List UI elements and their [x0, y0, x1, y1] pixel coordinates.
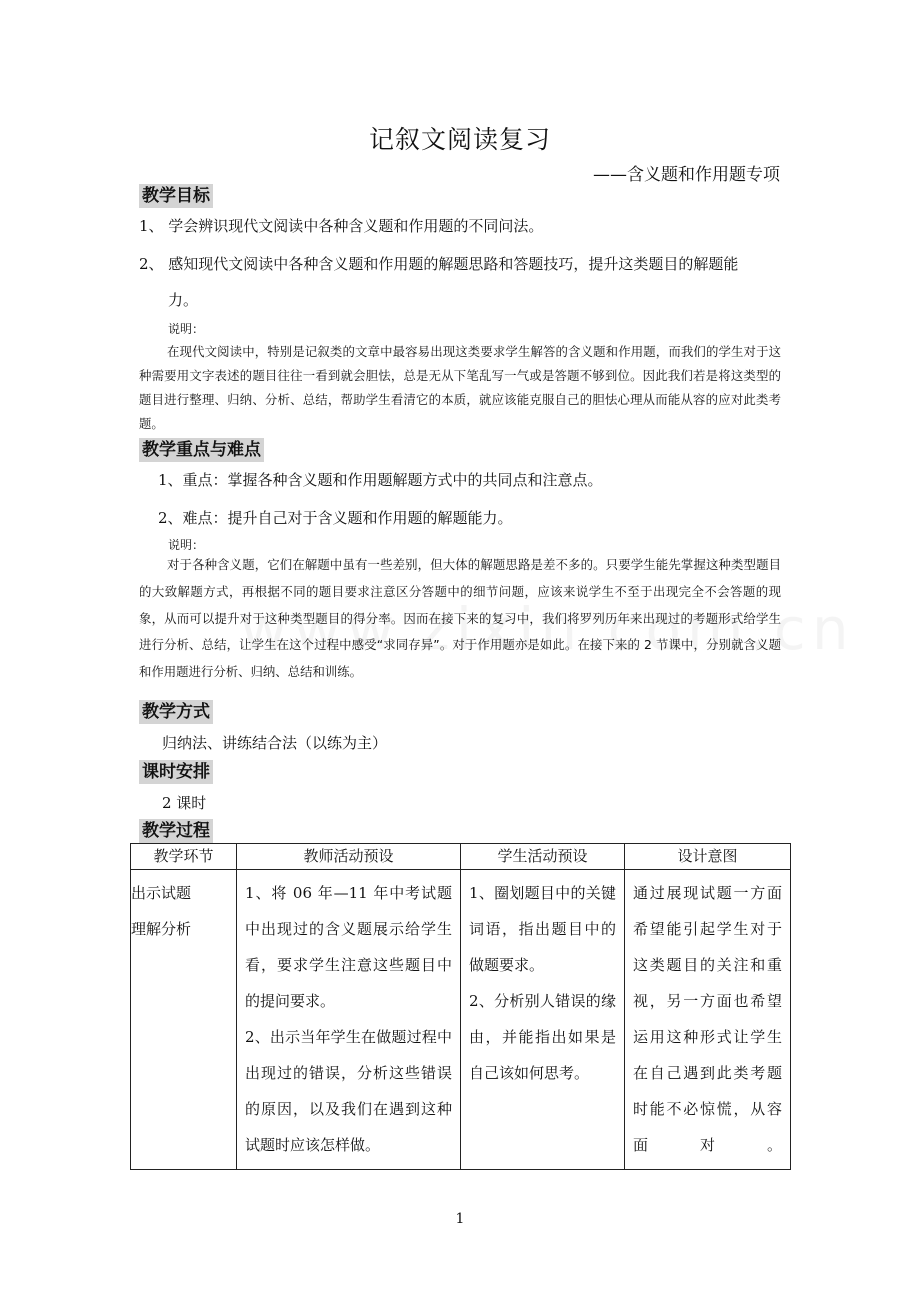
column-header-student: 学生活动预设: [461, 844, 625, 870]
column-header-stage: 教学环节: [131, 844, 237, 870]
column-header-teacher: 教师活动预设: [237, 844, 461, 870]
goal-item-2-cont: 力。: [168, 291, 199, 309]
cell-stage: [131, 870, 237, 1170]
focus-note-label: 说明：: [168, 538, 205, 552]
focus-note-text: 对于各种含义题，它们在解题中虽有一些差别，但大体的解题思路是差不多的。只要学生能先掌握这种类型题目的大致解题方式，再根据不同的题目要求注意区分答题中的细节问题，应该来说学生不至于出现完全不会答题的现象，从而可以提升对于这种类型题目的得分率。因而在接下来的复习中，我们将罗列历年来出现过的考题形式给学生进行分析、总结，让学生在这个过程中感受“求同存异”。对于作用题亦是如此。在接下来的 2 节课中，分别就含义题和作用题进行分析、归纳、总结和训练。: [139, 557, 781, 680]
heading-process: 教学过程: [139, 819, 213, 843]
schedule-text: 2 课时: [162, 794, 207, 812]
teacher-activity-1: 1、将 06 年—11 年中考试题中出现过的含义题展示给学生看，要求学生注意这些题目中的提问要求。: [245, 884, 452, 1010]
table-row: [131, 870, 791, 1170]
cell-student: [461, 870, 625, 1170]
heading-method: 教学方式: [139, 700, 213, 724]
design-intent: 通过展现试题一方面希望能引起学生对于这类题目的关注和重视，另一方面也希望运用这种形式让学生在自己遇到此类考题时能不必惊慌，从容面对。: [633, 884, 782, 1154]
stage-line-1: 出示试题: [131, 884, 192, 902]
cell-teacher: [237, 870, 461, 1170]
cell-intent: [625, 870, 791, 1170]
goals-note-text: 在现代文阅读中，特别是记叙类的文章中最容易出现这类要求学生解答的含义题和作用题，而我们的学生对于这种需要用文字表述的题目往往一看到就会胆怯，总是无从下笔乱写一气或是答题不够到位。因此我们若是将这类型的题目进行整理、归纳、分析、总结，帮助学生看清它的本质，就应该能克服自己的胆怯心理从而能从容的应对此类考题。: [139, 344, 781, 431]
document-title: 记叙文阅读复习: [368, 125, 551, 154]
process-table: [130, 843, 791, 1170]
student-activity-1: 1、圈划题目中的关键词语，指出题目中的做题要求。: [469, 884, 616, 974]
stage-line-2: 理解分析: [131, 920, 192, 938]
method-text: 归纳法、讲练结合法（以练为主）: [162, 734, 388, 752]
goal-item-1: 1、 学会辨识现代文阅读中各种含义题和作用题的不同问法。: [139, 217, 544, 235]
teacher-activity-2: 2、出示当年学生在做题过程中出现过的错误，分析这些错误的原因，以及我们在遇到这种试题时应该怎样做。: [245, 1028, 452, 1154]
table-header-row: [131, 844, 791, 870]
focus-item-1: 1、重点：掌握各种含义题和作用题解题方式中的共同点和注意点。: [158, 471, 603, 489]
focus-item-2: 2、难点：提升自己对于含义题和作用题的解题能力。: [158, 509, 513, 527]
student-activity-2: 2、分析别人错误的缘由，并能指出如果是自己该如何思考。: [469, 992, 616, 1082]
heading-schedule: 课时安排: [139, 760, 213, 784]
goal-item-2: 2、 感知现代文阅读中各种含义题和作用题的解题思路和答题技巧，提升这类题目的解题能: [139, 255, 739, 273]
column-header-intent: 设计意图: [625, 844, 791, 870]
page-number: 1: [455, 1211, 465, 1227]
goals-note-label: 说明：: [168, 322, 205, 336]
document-subtitle: ——含义题和作用题专项: [593, 165, 780, 185]
heading-goals: 教学目标: [139, 184, 213, 208]
heading-focus: 教学重点与难点: [139, 438, 264, 462]
